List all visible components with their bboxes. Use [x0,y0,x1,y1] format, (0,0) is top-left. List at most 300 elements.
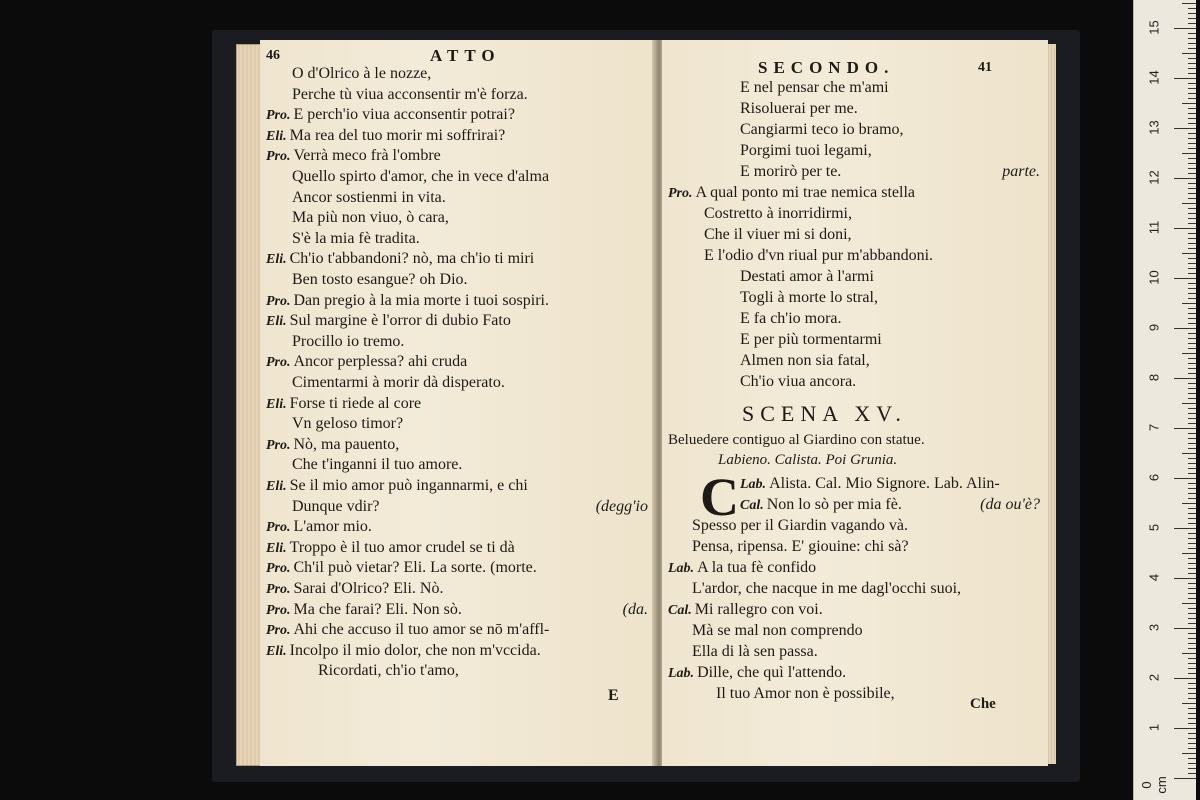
ruler-tick [1188,73,1196,74]
speaker-label: Pro. [266,293,291,309]
ruler-tick [1188,18,1196,19]
speaker-label: Pro. [266,149,291,165]
ruler-tick [1188,208,1196,209]
ruler-number: 13 [1146,120,1162,135]
left-page-line [292,188,446,208]
ruler-tick [1188,588,1196,589]
ruler-tick [1188,193,1196,194]
verse-text: Ch'il può vietar? Eli. La sorte. (morte. [293,559,537,577]
ruler-tick [1188,473,1196,474]
verse-text: E morirò per te. [740,163,842,180]
stage-direction: (da. [622,600,648,618]
ruler-tick [1188,363,1196,364]
speaker-label: Eli. [266,252,287,268]
ruler-tick [1182,703,1196,704]
ruler-tick [1188,258,1196,259]
ruler-number: 6 [1146,473,1162,482]
ruler-number: 4 [1146,573,1162,582]
verse-text: S'è la mia fè tradita. [292,229,420,247]
ruler-tick [1174,528,1196,529]
ruler-tick [1188,513,1196,514]
verse-text: Ch'io t'abbandoni? nò, ma ch'io ti miri [289,250,535,268]
ruler-tick [1188,198,1196,199]
ruler-tick [1188,548,1196,549]
ruler-tick [1188,243,1196,244]
ruler-tick [1174,428,1196,429]
ruler-tick [1174,128,1196,129]
ruler-tick [1188,168,1196,169]
ruler-tick [1188,733,1196,734]
ruler-tick [1174,628,1196,629]
ruler-tick [1182,53,1196,54]
left-page-line [292,64,431,84]
verse-text: Ch'io viua ancora. [740,373,857,390]
ruler-tick [1188,313,1196,314]
ruler-tick [1174,228,1196,229]
ruler-tick [1188,58,1196,59]
verse-text: A la tua fè confido [697,559,817,576]
ruler-tick [1188,448,1196,449]
ruler-tick [1188,23,1196,24]
ruler-tick [1174,778,1196,779]
right-page-dialogue-line [668,663,846,684]
verse-text: Procillo io tremo. [292,332,405,350]
ruler-tick [1188,593,1196,594]
left-page-line [266,105,515,126]
ruler-tick [1188,663,1196,664]
verse-text: Ma che farai? Eli. Non sò. [293,600,462,618]
right-page-line [740,309,842,329]
ruler-tick [1188,13,1196,14]
ruler-tick [1182,103,1196,104]
ruler-tick [1188,468,1196,469]
ruler-tick [1188,533,1196,534]
ruler-tick [1188,743,1196,744]
ruler-tick [1182,203,1196,204]
verse-text: Ricordati, ch'io t'amo, [318,662,459,680]
ruler-tick [1188,543,1196,544]
verse-text: E perch'io viua acconsentir potrai? [293,106,515,124]
right-catchword: Che [970,696,996,712]
ruler-tick [1188,423,1196,424]
right-page-line [740,288,878,308]
verse-text: Destati amor à l'armi [740,268,874,285]
ruler-tick [1188,573,1196,574]
ruler-tick [1188,713,1196,714]
ruler-tick [1188,358,1196,359]
ruler-tick [1188,113,1196,114]
ruler-tick [1188,318,1196,319]
ruler-tick [1188,48,1196,49]
ruler-tick [1188,393,1196,394]
ruler-tick [1188,383,1196,384]
speaker-label: Pro. [668,186,693,201]
ruler-tick [1188,138,1196,139]
right-page-dialogue-line [740,474,1000,495]
ruler-tick [1188,538,1196,539]
verse-text: Ma più non viuo, ò cara, [292,209,449,227]
ruler-tick [1188,158,1196,159]
speaker-label: Cal. [668,603,692,618]
left-page-line [292,208,449,228]
right-page-line [740,99,858,119]
verse-text: Mà se mal non comprendo [692,622,863,639]
ruler-tick [1182,503,1196,504]
verse-text: Il tuo Amor non è possibile, [716,685,895,702]
ruler-tick [1188,508,1196,509]
right-page-line [740,351,870,371]
ruler-tick [1188,38,1196,39]
verse-text: Costretto à inorridirmi, [704,205,852,222]
left-page-line [266,620,549,641]
ruler-tick [1174,28,1196,29]
ruler-tick [1182,303,1196,304]
ruler-tick [1174,728,1196,729]
ruler-tick [1188,618,1196,619]
left-page-line [292,332,404,352]
ruler-tick [1188,148,1196,149]
ruler-tick [1188,8,1196,9]
verse-text: Ancor perplessa? ahi cruda [293,353,468,371]
ruler-tick [1188,738,1196,739]
verse-text: L'ardor, che nacque in me dagl'occhi suoi, [692,580,962,597]
left-page-line [292,414,403,434]
speaker-label: Eli. [266,540,287,556]
ruler-tick [1188,338,1196,339]
ruler-tick [1182,153,1196,154]
verse-text: Verrà meco frà l'ombre [293,147,441,165]
ruler-number: 2 [1146,673,1162,682]
right-page-dialogue-line [692,579,961,599]
speaker-label: Pro. [266,108,291,124]
ruler-tick [1188,98,1196,99]
ruler-tick [1188,83,1196,84]
ruler-tick [1182,403,1196,404]
ruler-tick [1188,748,1196,749]
ruler-tick [1188,218,1196,219]
ruler-tick [1174,678,1196,679]
ruler-tick [1188,518,1196,519]
ruler-tick [1182,653,1196,654]
right-page-line [704,246,933,266]
verse-text: Troppo è il tuo amor crudel se ti dà [289,538,515,556]
ruler-tick [1182,353,1196,354]
verse-text: Dan pregio à la mia morte i tuoi sospiri. [293,291,549,309]
right-page-line [740,372,856,392]
left-page-line [266,476,528,497]
ruler-tick [1188,623,1196,624]
ruler-tick [1188,68,1196,69]
verse-text: L'amor mio. [293,518,372,536]
ruler-tick [1188,333,1196,334]
ruler-tick [1188,343,1196,344]
verse-text: Incolpo il mio dolor, che non m'vccida. [289,641,541,659]
speaker-label: Pro. [266,437,291,453]
right-page-line [740,141,872,161]
ruler-tick [1188,88,1196,89]
right-page-dialogue-line [692,642,818,662]
ruler-tick [1188,708,1196,709]
left-page-line [266,249,534,270]
ruler-tick [1188,63,1196,64]
scene-title: SCENA XV. [742,401,907,426]
ruler-tick [1188,763,1196,764]
verse-text: Perche tù viua acconsentir m'è forza. [292,85,528,103]
speaker-label: Pro. [266,582,291,597]
ruler-tick [1188,608,1196,609]
speaker-label: Lab. [740,477,767,492]
left-page-line [266,394,421,415]
speaker-label: Pro. [266,602,291,618]
left-page-line [292,167,549,187]
left-catchword: E [608,687,619,704]
ruler-tick [1188,443,1196,444]
ruler-number: 11 [1146,220,1162,235]
ruler-tick [1188,283,1196,284]
ruler-tick [1188,758,1196,759]
ruler-tick [1174,278,1196,279]
ruler-tick [1188,133,1196,134]
ruler-tick [1188,163,1196,164]
ruler-tick [1188,598,1196,599]
ruler-tick [1188,438,1196,439]
speaker-label: Pro. [266,355,291,371]
verse-text: Ben tosto esangue? oh Dio. [292,271,468,288]
ruler-number: 7 [1146,423,1162,432]
left-page-line [266,146,441,167]
ruler-tick [1188,773,1196,774]
ruler-tick [1188,348,1196,349]
right-page-line [704,204,852,224]
ruler-tick [1174,478,1196,479]
ruler-tick [1188,723,1196,724]
ruler-tick [1188,688,1196,689]
ruler-tick [1188,638,1196,639]
verse-text: Sul margine è l'orror di dubio Fato [289,312,511,330]
verse-text: E nel pensar che m'ami [740,79,889,96]
right-page-dialogue-line [668,558,816,579]
ruler-tick [1188,648,1196,649]
measurement-ruler [1133,0,1196,800]
left-page-line [266,435,399,456]
ruler-tick [1188,463,1196,464]
left-page-line [266,291,549,312]
ruler-tick [1188,563,1196,564]
right-page-dialogue-line [740,495,902,516]
right-running-header: SECONDO. [758,58,895,77]
verse-text: E l'odio d'vn riual pur m'abbandoni. [704,247,934,264]
ruler-number: 1 [1146,723,1162,732]
ruler-tick [1188,118,1196,119]
ruler-unit-label: 0 cm [1139,776,1169,794]
verse-text: Ella di là sen passa. [692,643,818,660]
verse-text: E fa ch'io mora. [740,310,842,327]
verse-text: Quello spirto d'amor, che in vece d'alma [292,168,550,185]
ruler-number: 14 [1146,70,1162,85]
verse-text: Mi rallegro con voi. [694,601,823,618]
ruler-tick [1188,43,1196,44]
ruler-tick [1188,613,1196,614]
ruler-tick [1188,388,1196,389]
scene-setting: Beluedere contiguo al Giardino con statue. [668,432,925,448]
left-page-line [266,352,467,373]
ruler-tick [1188,658,1196,659]
verse-text: E per più tormentarmi [740,331,882,348]
verse-text: Sarai d'Olrico? Eli. Nò. [293,580,444,597]
left-page-line [292,497,380,517]
verse-text: Forse ti riede al core [289,394,422,412]
verse-text: Spesso per il Giardin vagando và. [692,517,908,534]
verse-text: Vn geloso timor? [292,415,404,433]
ruler-tick [1182,3,1196,4]
speaker-label: Eli. [266,314,287,330]
ruler-tick [1188,123,1196,124]
ruler-tick [1188,408,1196,409]
verse-text: Pensa, ripensa. E' giouine: chi sà? [692,538,909,555]
ruler-tick [1188,33,1196,34]
right-page-line [740,162,841,182]
ruler-tick [1188,108,1196,109]
verse-text: Dille, che quì l'attendo. [697,664,847,681]
ruler-tick [1174,378,1196,379]
ruler-tick [1188,693,1196,694]
speaker-label: Eli. [266,643,287,659]
speaker-label: Lab. [668,561,695,576]
ruler-tick [1188,273,1196,274]
ruler-tick [1188,233,1196,234]
speaker-label: Lab. [668,666,695,681]
left-page-line [266,600,462,621]
ruler-tick [1188,173,1196,174]
verse-text: Togli à morte lo stral, [740,289,878,306]
ruler-tick [1188,223,1196,224]
verse-text: Se il mio amor può ingannarmi, e chi [289,477,528,494]
left-page-line [266,311,511,332]
stage-direction: (da ou'è? [980,496,1040,513]
left-page-line [266,538,515,559]
verse-text: Ancor sostienmi in vita. [292,188,446,206]
right-page [662,40,1048,766]
left-page-line [292,455,462,475]
left-page-line [292,229,420,249]
ruler-tick [1188,418,1196,419]
ruler-number: 10 [1146,270,1162,285]
ruler-tick [1182,553,1196,554]
ruler-tick [1188,373,1196,374]
verse-text: O d'Olrico à le nozze, [292,65,432,82]
ruler-tick [1188,698,1196,699]
left-page-line [292,270,468,290]
ruler-tick [1188,493,1196,494]
verse-text: Cangiarmi teco io bramo, [740,121,904,138]
ruler-number: 15 [1146,20,1162,35]
verse-text: Risoluerai per me. [740,100,858,117]
right-page-number: 41 [978,60,992,75]
verse-text: Che t'inganni il tuo amore. [292,456,463,474]
ruler-tick [1188,633,1196,634]
right-page-dialogue-line [716,684,895,704]
speaker-label: Cal. [740,498,764,513]
right-page-dialogue-line [668,600,823,621]
ruler-tick [1174,328,1196,329]
left-page-number: 46 [266,48,280,63]
ruler-tick [1188,368,1196,369]
left-page-line [266,641,541,662]
ruler-number: 9 [1146,323,1162,332]
verse-text: Porgimi tuoi legami, [740,142,872,159]
left-page-line [318,661,459,681]
left-running-header: ATTO [430,46,501,65]
verse-text: Ma rea del tuo morir mi soffrirai? [289,126,506,144]
ruler-tick [1188,643,1196,644]
left-page-line [292,85,528,105]
right-page-line [740,267,874,287]
ruler-tick [1182,753,1196,754]
verse-text: Nò, ma pauento, [293,435,400,453]
ruler-tick [1174,78,1196,79]
right-page-dialogue-line [692,516,908,536]
drop-cap: C [700,467,739,527]
ruler-tick [1188,288,1196,289]
ruler-tick [1174,578,1196,579]
left-page-line [266,579,443,600]
speaker-label: Pro. [266,520,291,536]
left-page-line [266,517,372,538]
ruler-tick [1188,718,1196,719]
ruler-tick [1188,483,1196,484]
stage-direction: (degg'io [595,497,648,515]
verse-text: Dunque vdir? [292,497,380,515]
left-page-line [266,126,505,147]
speaker-label: Eli. [266,128,287,144]
speaker-label: Pro. [266,623,291,639]
ruler-number: 8 [1146,373,1162,382]
verse-text: A qual ponto mi trae nemica stella [695,184,915,201]
ruler-tick [1188,93,1196,94]
ruler-tick [1188,433,1196,434]
verse-text: Non lo sò per mia fè. [766,496,902,513]
ruler-tick [1188,308,1196,309]
right-page-line [740,330,882,350]
ruler-number: 3 [1146,623,1162,632]
left-page-line [266,558,537,579]
ruler-tick [1188,673,1196,674]
ruler-tick [1188,183,1196,184]
ruler-tick [1188,413,1196,414]
ruler-tick [1182,253,1196,254]
ruler-tick [1188,293,1196,294]
right-page-dialogue-line [692,537,909,557]
ruler-tick [1174,178,1196,179]
right-page-line [704,225,852,245]
right-page-line [668,183,915,204]
ruler-tick [1188,683,1196,684]
ruler-tick [1182,603,1196,604]
ruler-tick [1188,523,1196,524]
ruler-tick [1188,498,1196,499]
ruler-tick [1188,213,1196,214]
right-page-line [740,120,904,140]
ruler-number: 12 [1146,170,1162,185]
ruler-tick [1188,558,1196,559]
verse-text: Ahi che accuso il tuo amor se nō m'affl- [293,621,550,639]
ruler-tick [1182,453,1196,454]
scene-characters: Labieno. Calista. Poi Grunia. [718,452,898,468]
ruler-tick [1188,268,1196,269]
stage-direction: parte. [1002,163,1040,180]
speaker-label: Eli. [266,479,287,494]
ruler-tick [1188,188,1196,189]
